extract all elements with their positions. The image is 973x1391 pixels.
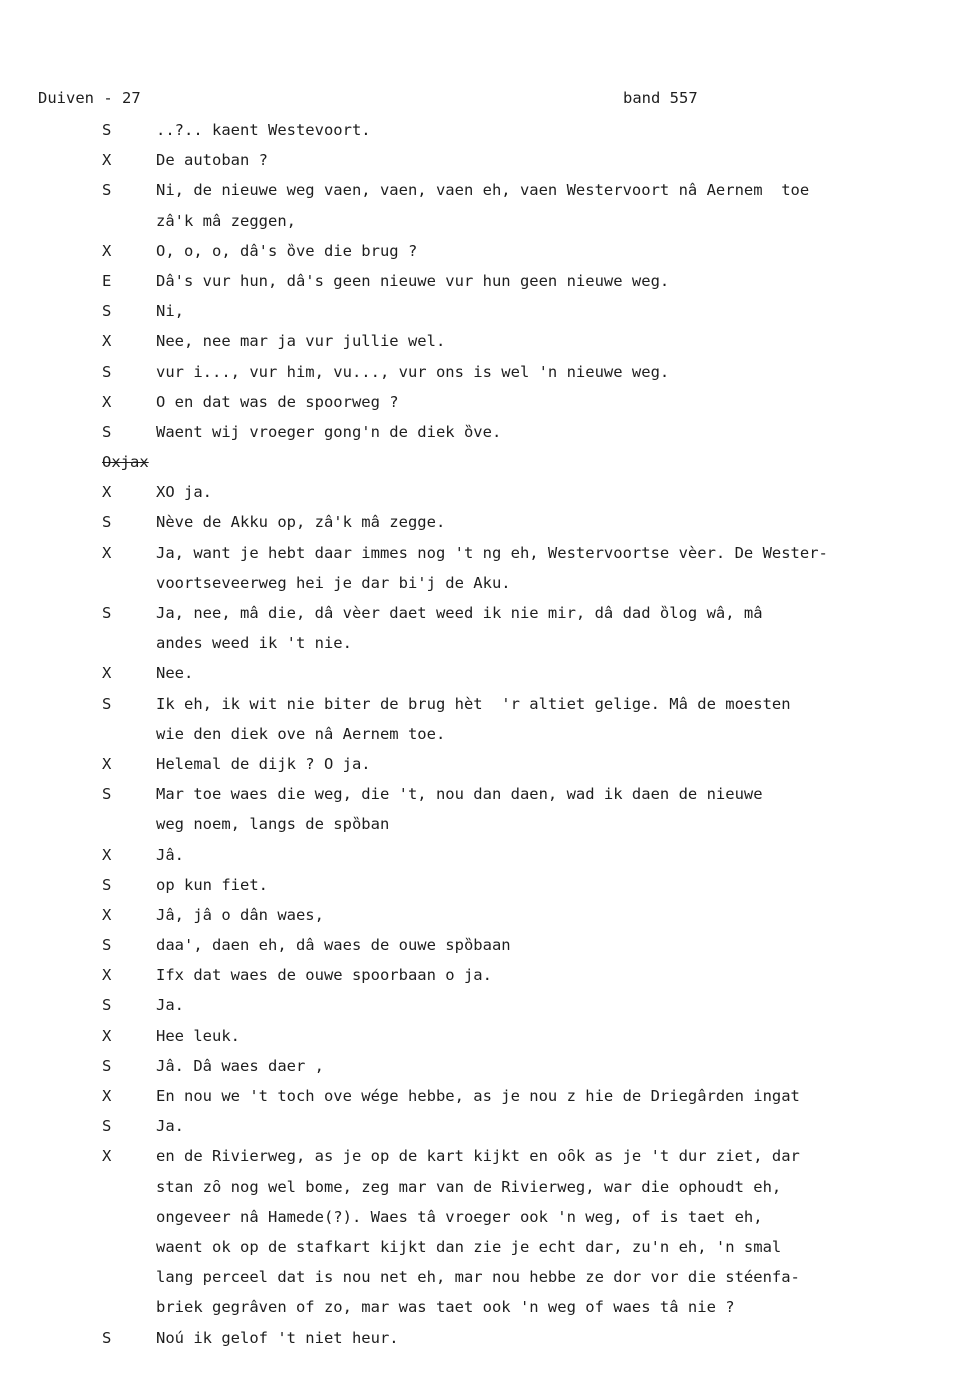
speaker-label: S bbox=[102, 694, 112, 713]
transcript-line bbox=[0, 900, 973, 930]
utterance-text: Oxjax bbox=[102, 453, 149, 472]
utterance-text: voortseveerweg hei je dar bi'j de Aku. bbox=[156, 573, 511, 592]
utterance-text: De autoban ? bbox=[156, 151, 268, 170]
utterance-text: ongeveer nâ Hamede(?). Waes tâ vroeger ook 'n weg, of is taet eh, bbox=[156, 1207, 763, 1226]
speaker-label: S bbox=[102, 181, 112, 200]
transcript-line bbox=[0, 236, 973, 266]
transcript-line bbox=[0, 296, 973, 326]
transcript-line bbox=[0, 779, 973, 809]
transcript-line bbox=[0, 598, 973, 628]
speaker-label: X bbox=[102, 1026, 112, 1045]
transcript-line bbox=[0, 870, 973, 900]
utterance-text: waent ok op de stafkart kijkt dan zie je echt dar, zu'n eh, 'n smal bbox=[156, 1237, 782, 1256]
speaker-label: X bbox=[102, 754, 112, 773]
speaker-label: X bbox=[102, 332, 112, 351]
transcript-line bbox=[0, 749, 973, 779]
transcript-line bbox=[0, 538, 973, 568]
utterance-text: Hee leuk. bbox=[156, 1026, 240, 1045]
utterance-text: Waent wij vroeger gong'n de diek ȍve. bbox=[156, 422, 502, 441]
utterance-text: zâ'k mâ zeggen, bbox=[156, 211, 296, 230]
utterance-text: Jâ. bbox=[156, 845, 184, 864]
transcript-line bbox=[0, 990, 973, 1020]
transcript-line bbox=[0, 1262, 973, 1292]
utterance-text: Ifx dat waes de ouwe spoorbaan o ja. bbox=[156, 966, 492, 985]
transcript-line bbox=[0, 387, 973, 417]
transcript-line bbox=[0, 1172, 973, 1202]
transcript-line bbox=[0, 1292, 973, 1322]
utterance-text: Ja. bbox=[156, 1117, 184, 1136]
utterance-text: wie den diek ove nâ Aernem toe. bbox=[156, 724, 446, 743]
utterance-text: ..?.. kaent Westevoort. bbox=[156, 121, 371, 139]
transcript-line bbox=[0, 930, 973, 960]
utterance-text: Ik eh, ik wit nie biter de brug hèt 'r altiet gelige. Mâ de moesten bbox=[156, 694, 791, 713]
utterance-text: Nee. bbox=[156, 664, 194, 683]
transcript-line bbox=[0, 115, 973, 145]
speaker-label: S bbox=[102, 604, 112, 622]
speaker-label: S bbox=[102, 1056, 112, 1075]
speaker-label: X bbox=[102, 241, 112, 260]
speaker-label: S bbox=[102, 785, 112, 804]
utterance-text: Noú ik gelof 't niet heur. bbox=[156, 1328, 399, 1347]
page-header bbox=[38, 86, 938, 110]
speaker-label: X bbox=[102, 664, 112, 683]
transcript-line bbox=[0, 960, 973, 990]
transcript-line bbox=[0, 809, 973, 839]
transcript-line bbox=[0, 1202, 973, 1232]
transcript-line bbox=[0, 206, 973, 236]
utterance-text: Ni, bbox=[156, 302, 184, 321]
speaker-label: X bbox=[102, 392, 112, 411]
transcript-line bbox=[0, 628, 973, 658]
speaker-label: X bbox=[102, 966, 112, 985]
utterance-text: Helemal de dijk ? O ja. bbox=[156, 754, 371, 773]
transcript-line bbox=[0, 507, 973, 537]
speaker-label: X bbox=[102, 1087, 112, 1105]
utterance-text: en de Rivierweg, as je op de kart kijkt en oȏk as je 't dur ziet, dar bbox=[156, 1147, 800, 1166]
speaker-label: X bbox=[102, 151, 112, 170]
header-location: Duiven - 27 bbox=[38, 89, 141, 107]
transcript-line bbox=[0, 1111, 973, 1141]
utterance-text: Nève de Akku op, zâ'k mâ zegge. bbox=[156, 513, 446, 532]
transcript-line bbox=[0, 1021, 973, 1051]
transcript-line bbox=[0, 1051, 973, 1081]
transcript-line bbox=[0, 840, 973, 870]
utterance-text: weg noem, langs de spȍban bbox=[156, 815, 390, 834]
transcript-line bbox=[0, 568, 973, 598]
transcript-line bbox=[0, 1232, 973, 1262]
speaker-label: S bbox=[102, 422, 112, 441]
utterance-text: Dâ's vur hun, dâ's geen nieuwe vur hun geen nieuwe weg. bbox=[156, 271, 670, 290]
utterance-text: Ja, want je hebt daar immes nog 't ng eh, Westervoortse vèer. De Wester- bbox=[156, 543, 828, 562]
speaker-label: S bbox=[102, 875, 112, 894]
transcript-body bbox=[0, 115, 973, 1353]
transcript-line bbox=[0, 326, 973, 356]
utterance-text: daa', daen eh, dâ waes de ouwe spȍbaan bbox=[156, 936, 511, 955]
speaker-label: S bbox=[102, 513, 112, 532]
utterance-text: Nee, nee mar ja vur jullie wel. bbox=[156, 332, 446, 351]
speaker-label: S bbox=[102, 1117, 112, 1136]
speaker-label: S bbox=[102, 936, 112, 955]
transcript-line bbox=[0, 357, 973, 387]
speaker-label: S bbox=[102, 121, 112, 139]
transcript-line bbox=[0, 175, 973, 205]
utterance-text: Ni, de nieuwe weg vaen, vaen, vaen eh, vaen Westervoort nâ Aernem toe bbox=[156, 181, 810, 200]
speaker-label: S bbox=[102, 996, 112, 1015]
transcript-line bbox=[0, 417, 973, 447]
utterance-text: O en dat was de spoorweg ? bbox=[156, 392, 399, 411]
utterance-text: Ja. bbox=[156, 996, 184, 1015]
utterance-text: stan zȏ nog wel bome, zeg mar van de Rivierweg, war die ophoudt eh, bbox=[156, 1177, 782, 1196]
speaker-label: X bbox=[102, 483, 112, 502]
utterance-text: andes weed ik 't nie. bbox=[156, 634, 352, 653]
utterance-text: briek gegrâven of zo, mar was taet ook 'n weg of waes tâ nie ? bbox=[156, 1298, 735, 1317]
utterance-text: Jâ. Dâ waes daer , bbox=[156, 1056, 324, 1075]
transcript-line bbox=[0, 1323, 973, 1353]
speaker-label: X bbox=[102, 845, 112, 864]
utterance-text: En nou we 't toch ove wége hebbe, as je nou z hie de Driegârden ingat bbox=[156, 1087, 800, 1105]
transcript-line bbox=[0, 266, 973, 296]
utterance-text: Ja, nee, mâ die, dâ vèer daet weed ik nie mir, dâ dad ȍlog wâ, mâ bbox=[156, 604, 763, 622]
speaker-label: X bbox=[102, 543, 112, 562]
speaker-label: E bbox=[102, 271, 112, 290]
transcript-line bbox=[0, 145, 973, 175]
transcript-line bbox=[0, 477, 973, 507]
transcript-line bbox=[0, 1141, 973, 1171]
transcript-line bbox=[0, 658, 973, 688]
utterance-text: O, o, o, dâ's ȍve die brug ? bbox=[156, 241, 418, 260]
speaker-label: S bbox=[102, 362, 112, 381]
utterance-text: vur i..., vur him, vu..., vur ons is wel 'n nieuwe weg. bbox=[156, 362, 670, 381]
utterance-text: op kun fiet. bbox=[156, 875, 268, 894]
transcript-line bbox=[0, 719, 973, 749]
speaker-label: S bbox=[102, 302, 112, 321]
transcript-line bbox=[0, 1081, 973, 1111]
utterance-text: lang perceel dat is nou net eh, mar nou hebbe ze dor vor die stéenfa- bbox=[156, 1268, 800, 1287]
header-tape-number: band 557 bbox=[623, 89, 698, 107]
transcript-line bbox=[0, 447, 973, 477]
transcript-line bbox=[0, 689, 973, 719]
speaker-label: X bbox=[102, 1147, 112, 1166]
speaker-label: S bbox=[102, 1328, 112, 1347]
utterance-text: XO ja. bbox=[156, 483, 212, 502]
utterance-text: Mar toe waes die weg, die 't, nou dan daen, wad ik daen de nieuwe bbox=[156, 785, 763, 804]
speaker-label: X bbox=[102, 905, 112, 924]
utterance-text: Jâ, jâ o dân waes, bbox=[156, 905, 324, 924]
